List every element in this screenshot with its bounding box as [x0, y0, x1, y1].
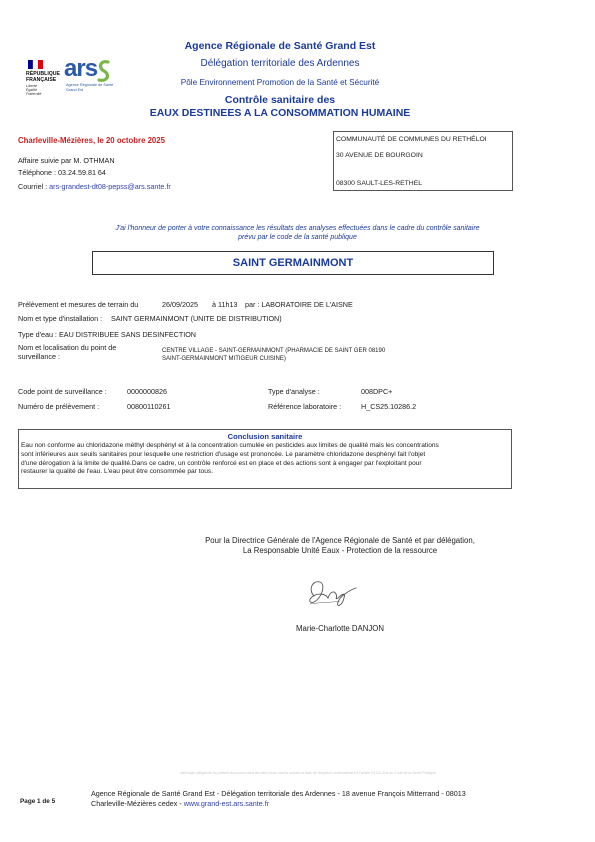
republique-francaise-logo [24, 60, 62, 98]
signature-line2: La Responsable Unité Eaux - Protection de la ressource [242, 545, 438, 555]
page-number: Page 1 de 5 [20, 798, 56, 805]
recipient-line2: 30 AVENUE DE BOURGOIN [336, 152, 423, 159]
ref-labo-label: Référence laboratoire : [268, 402, 342, 411]
prelevement-label: Prélèvement et mesures de terrain du [18, 300, 139, 309]
conclusion-box [18, 429, 512, 489]
type-analyse-value: 008DPC+ [361, 387, 393, 396]
ref-labo-value: H_CS25.10286.2 [361, 402, 417, 411]
rf-text-line1: RÉPUBLIQUE [26, 71, 61, 77]
prelevement-date: 26/09/2025 [162, 300, 198, 309]
rf-motto-1: Liberté [26, 84, 37, 88]
handwritten-signature [300, 572, 360, 612]
courriel-link[interactable]: ars-grandest-dt08-pepss@ars.sante.fr [49, 182, 171, 191]
commune-name: SAINT GERMAINMONT [232, 257, 354, 269]
code-point-value: 0000000826 [127, 387, 167, 396]
rf-motto-3: Fraternité [26, 92, 42, 97]
title-line1: Contrôle sanitaire des [224, 94, 336, 106]
code-point-label: Code point de surveillance : [18, 387, 107, 396]
type-eau-label: Type d'eau : [18, 330, 57, 339]
recipient-address-box [333, 131, 513, 191]
ars-logo-sub2: Grand Est [66, 87, 84, 92]
numero-label: Numéro de prélèvement : [18, 402, 100, 411]
ars-logo-word: ars [64, 55, 98, 82]
courriel-label: Courriel : [18, 182, 48, 191]
pole-name: Pôle Environnement Promotion de la Santé et Sécurité [180, 78, 380, 87]
point-line1: CENTRE VILLAGE - SAINT-GERMAINMONT (PHARMACIE DE SAINT GER 08190 [162, 348, 386, 354]
conclusion-line4: restaurer la qualité de l'eau. L'eau peut être consommée par tous. [21, 468, 214, 476]
recipient-line1: COMMUNAUTÉ DE COMMUNES DU RETHÉLOI [336, 136, 487, 143]
rf-text-line2: FRANÇAISE [26, 77, 57, 83]
conclusion-line3: d'une dérogation à la limite de qualité.Dans ce cadre, un contrôle renforcé est en place et des actions sont à engager par l'exploitant pour [21, 459, 422, 467]
telephone-label: Téléphone : [18, 168, 56, 177]
recipient-line3: 08300 SAULT-LES-RETHEL [336, 180, 423, 187]
installation-value: SAINT GERMAINMONT (UNITE DE DISTRIBUTION) [111, 314, 282, 323]
footer-website-link[interactable]: www.grand-est.ars.sante.fr [183, 798, 270, 808]
point-label-line2: surveillance : [18, 352, 60, 361]
place-date: Charleville-Mézières, le 20 octobre 2025 [18, 136, 165, 145]
intro-text [60, 224, 535, 242]
commune-title-box [92, 251, 494, 275]
delegation-name: Délégation territoriale des Ardennes [200, 58, 360, 69]
numero-value: 00800110261 [127, 402, 171, 411]
footer-notice: Affichage obligatoire du présent document dans les deux jours ouvrés suivant la date de réception conformément à l'article D1321-104 du Code de la Santé Publique [180, 771, 436, 775]
footer-address-line1: Agence Régionale de Santé Grand Est - Délégation territoriale des Ardennes - 18 avenue François Mitterrand - 08013 [91, 789, 466, 798]
type-analyse-label: Type d'analyse : [268, 387, 320, 396]
ars-logo-sub1: Agence Régionale de Santé [66, 83, 114, 87]
footer-address-line2: Charleville-Mézières cedex - [91, 798, 182, 808]
point-label-line1: Nom et localisation du point de [18, 343, 117, 352]
title-line2: EAUX DESTINEES A LA CONSOMMATION HUMAINE [149, 107, 411, 119]
prelevement-par: par : LABORATOIRE DE L'AISNE [245, 300, 353, 309]
conclusion-line1: Eau non conforme au chloridazone méthyl desphényl et à la concentration cumulée en pesticides aux limites de qualité mais les concentrations [21, 442, 439, 449]
signature-line1: Pour la Directrice Générale de l'Agence Régionale de Santé et par délégation, [205, 536, 475, 545]
telephone-value: 03.24.59.81 64 [57, 168, 106, 177]
conclusion-title: Conclusion sanitaire [227, 432, 303, 441]
intro-line2: prévu par le code de la santé publique [238, 234, 357, 241]
prelevement-time: à 11h13 [212, 300, 238, 309]
affaire-suivie: Affaire suivie par M. OTHMAN [18, 156, 115, 165]
type-eau-value: EAU DISTRIBUEE SANS DESINFECTION [59, 330, 196, 339]
intro-line1: J'ai l'honneur de porter à votre connaissance les résultats des analyses effectuées dans le cadre du contrôle sanitaire [115, 225, 480, 232]
agency-name: Agence Régionale de Santé Grand Est [184, 40, 376, 52]
signatory-name: Marie-Charlotte DANJON [296, 624, 384, 633]
conclusion-line2: sont inférieures aux seuils sanitaires pour lesquelle une restriction d'usage est prononcée. Le paramètre chloridazone desphényl fait l'objet [21, 450, 426, 458]
rf-motto-2: Égalité [26, 88, 37, 93]
installation-label: Nom et type d'installation : [18, 314, 103, 323]
point-line2: SAINT-GERMAINMONT MITIGEUR CUISINE) [162, 356, 286, 362]
